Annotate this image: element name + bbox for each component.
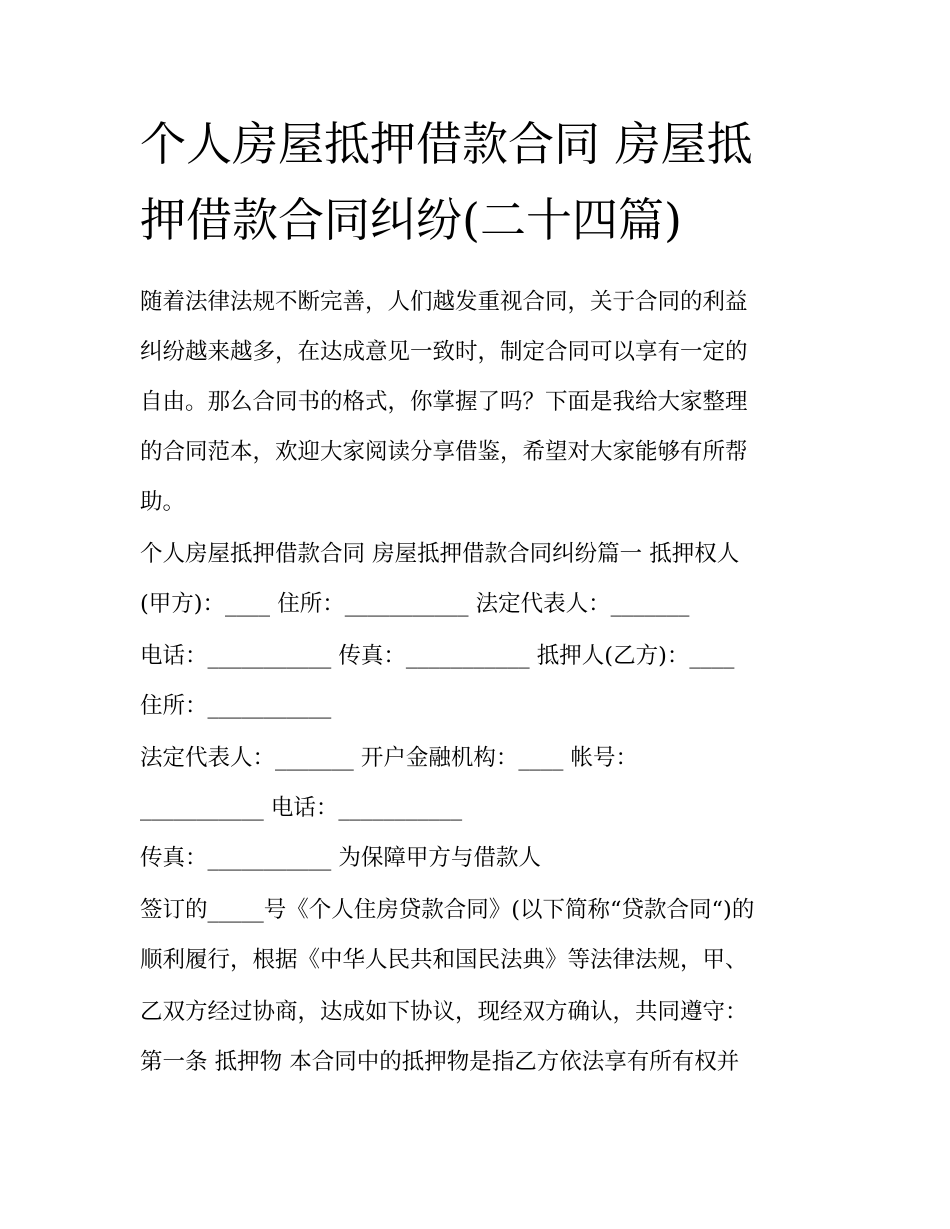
body-line: 随着法律法规不断完善，人们越发重视合同，关于合同的利益: [140, 289, 748, 315]
body-line: 个人房屋抵押借款合同 房屋抵押借款合同纠纷篇一 抵押权人: [140, 541, 740, 567]
body-line: 第一条 抵押物 本合同中的抵押物是指乙方依法享有所有权并: [140, 1049, 740, 1075]
body-line: 纠纷越来越多，在达成意见一致时，制定合同可以享有一定的: [140, 339, 748, 365]
body-line: ___________ 电话：___________: [140, 795, 463, 821]
body-line: 签订的_____号《个人住房贷款合同》(以下简称“贷款合同“)的: [140, 897, 755, 923]
body-line: 的合同范本，欢迎大家阅读分享借鉴，希望对大家能够有所帮: [140, 439, 748, 465]
body-line: 乙双方经过协商，达成如下协议，现经双方确认，共同遵守：: [140, 999, 748, 1025]
body-line: 住所：___________: [140, 693, 332, 719]
body-line: 顺利履行，根据《中华人民共和国民法典》等法律法规，甲、: [140, 947, 748, 973]
body-line: 法定代表人：_______ 开户金融机构：____ 帐号：: [140, 745, 639, 771]
body-line: 助。: [140, 489, 186, 515]
body-line: 自由。那么合同书的格式，你掌握了吗？下面是我给大家整理: [140, 389, 748, 415]
body-line: 电话：___________ 传真：___________ 抵押人(乙方)：____: [140, 643, 735, 669]
document-title-line-2: 押借款合同纠纷(二十四篇): [140, 193, 682, 247]
body-line: (甲方)：____ 住所：___________ 法定代表人：_______: [140, 591, 690, 617]
body-line: 传真：___________ 为保障甲方与借款人: [140, 845, 541, 871]
document-title-line-1: 个人房屋抵押借款合同 房屋抵: [140, 117, 753, 171]
